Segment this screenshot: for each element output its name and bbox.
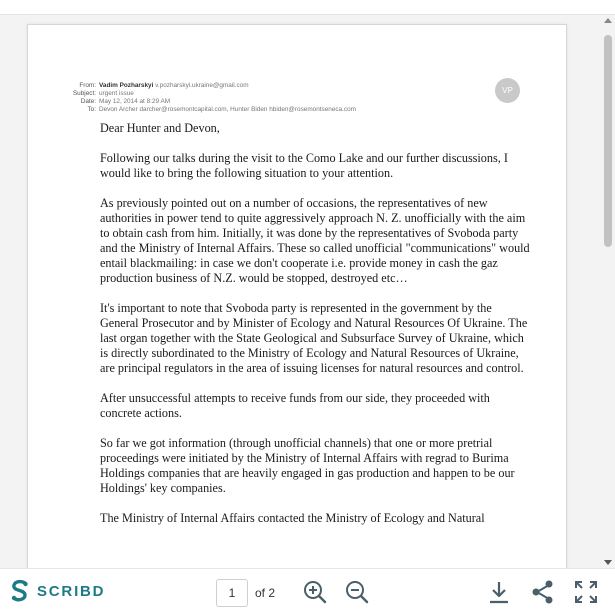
- subject-label: Subject:: [72, 90, 96, 97]
- to-label: To:: [87, 106, 96, 113]
- brand-name: SCRIBD: [37, 582, 106, 600]
- email-date-row: [48, 98, 468, 106]
- bottom-toolbar: [0, 568, 615, 614]
- email-paragraph: Following our talks during the visit to the Como Lake and our further discussions, I would like to bring the following situation to your attention.: [100, 151, 508, 180]
- email-body: [100, 121, 530, 541]
- scroll-down-arrow-icon[interactable]: [604, 560, 612, 565]
- scroll-up-arrow-icon[interactable]: [604, 18, 612, 23]
- document-page: [27, 24, 567, 568]
- scroll-thumb[interactable]: [604, 35, 612, 247]
- email-paragraph: The Ministry of Internal Affairs contacted the Ministry of Ecology and Natural: [100, 511, 485, 525]
- download-icon[interactable]: [486, 579, 512, 605]
- vertical-scrollbar[interactable]: [601, 15, 615, 568]
- fullscreen-icon[interactable]: [573, 579, 599, 605]
- email-paragraph: After unsuccessful attempts to receive funds from our side, they proceeded with concrete actions.: [100, 391, 490, 420]
- email-paragraph: It's important to note that Svoboda party is represented in the government by the General Prosecutor and by Minister of Ecology and Natural Resources Of Ukraine. The last organ together with the State Geological and Subsurface Survey of Ukraine, which is directly subordinated to the Ministry of Ecology and Natural Resources of Ukraine, are principal regulators in the area of issuing licenses for natural resources and control.: [100, 301, 528, 375]
- email-from-row: [48, 82, 468, 90]
- zoom-in-icon[interactable]: [302, 579, 328, 605]
- to-value: Devon Archer darcher@rosemontcapital.com, Hunter Biden hbiden@rosemontseneca.com: [99, 106, 357, 113]
- zoom-out-icon[interactable]: [344, 579, 370, 605]
- current-page-input[interactable]: 1: [216, 579, 248, 607]
- subject-value: urgent issue: [99, 90, 134, 97]
- scribd-logo-icon: [10, 579, 30, 603]
- page-count: of 2: [255, 586, 276, 600]
- from-label: From:: [79, 82, 96, 89]
- date-label: Date:: [80, 98, 96, 105]
- document-viewer[interactable]: [0, 15, 615, 568]
- scribd-brand[interactable]: [10, 579, 105, 603]
- date-value: May 12, 2014 at 8:29 AM: [99, 98, 171, 105]
- from-address: v.pozharskyi.ukraine@gmail.com: [155, 82, 249, 89]
- sender-avatar: VP: [495, 78, 520, 103]
- email-paragraph: So far we got information (through unofficial channels) that one or more pretrial proceedings were initiated by the Ministry of Internal Affairs with regrad to Burima Holdings companies that are heavily engaged in gas production and happen to be our Holdings' key companies.: [100, 436, 515, 495]
- share-icon[interactable]: [530, 579, 556, 605]
- email-subject-row: [48, 90, 468, 98]
- email-paragraph: As previously pointed out on a number of occasions, the representatives of new authorities in power tend to quite aggressively approach N. Z. unofficially with the aim to obtain cash from him. Initially, it was done by the representatives of Svoboda party and the Ministry of Internal Affairs. These so called unofficial "communications" would entail blackmailing: in case we don't cooperate i.e. provide money in cash the gaz production business of N.Z. would be stopped, destroyed etc…: [100, 196, 530, 285]
- from-name: Vadim Pozharskyi: [99, 82, 154, 89]
- email-paragraph: Dear Hunter and Devon,: [100, 121, 220, 135]
- email-to-row: [48, 106, 468, 114]
